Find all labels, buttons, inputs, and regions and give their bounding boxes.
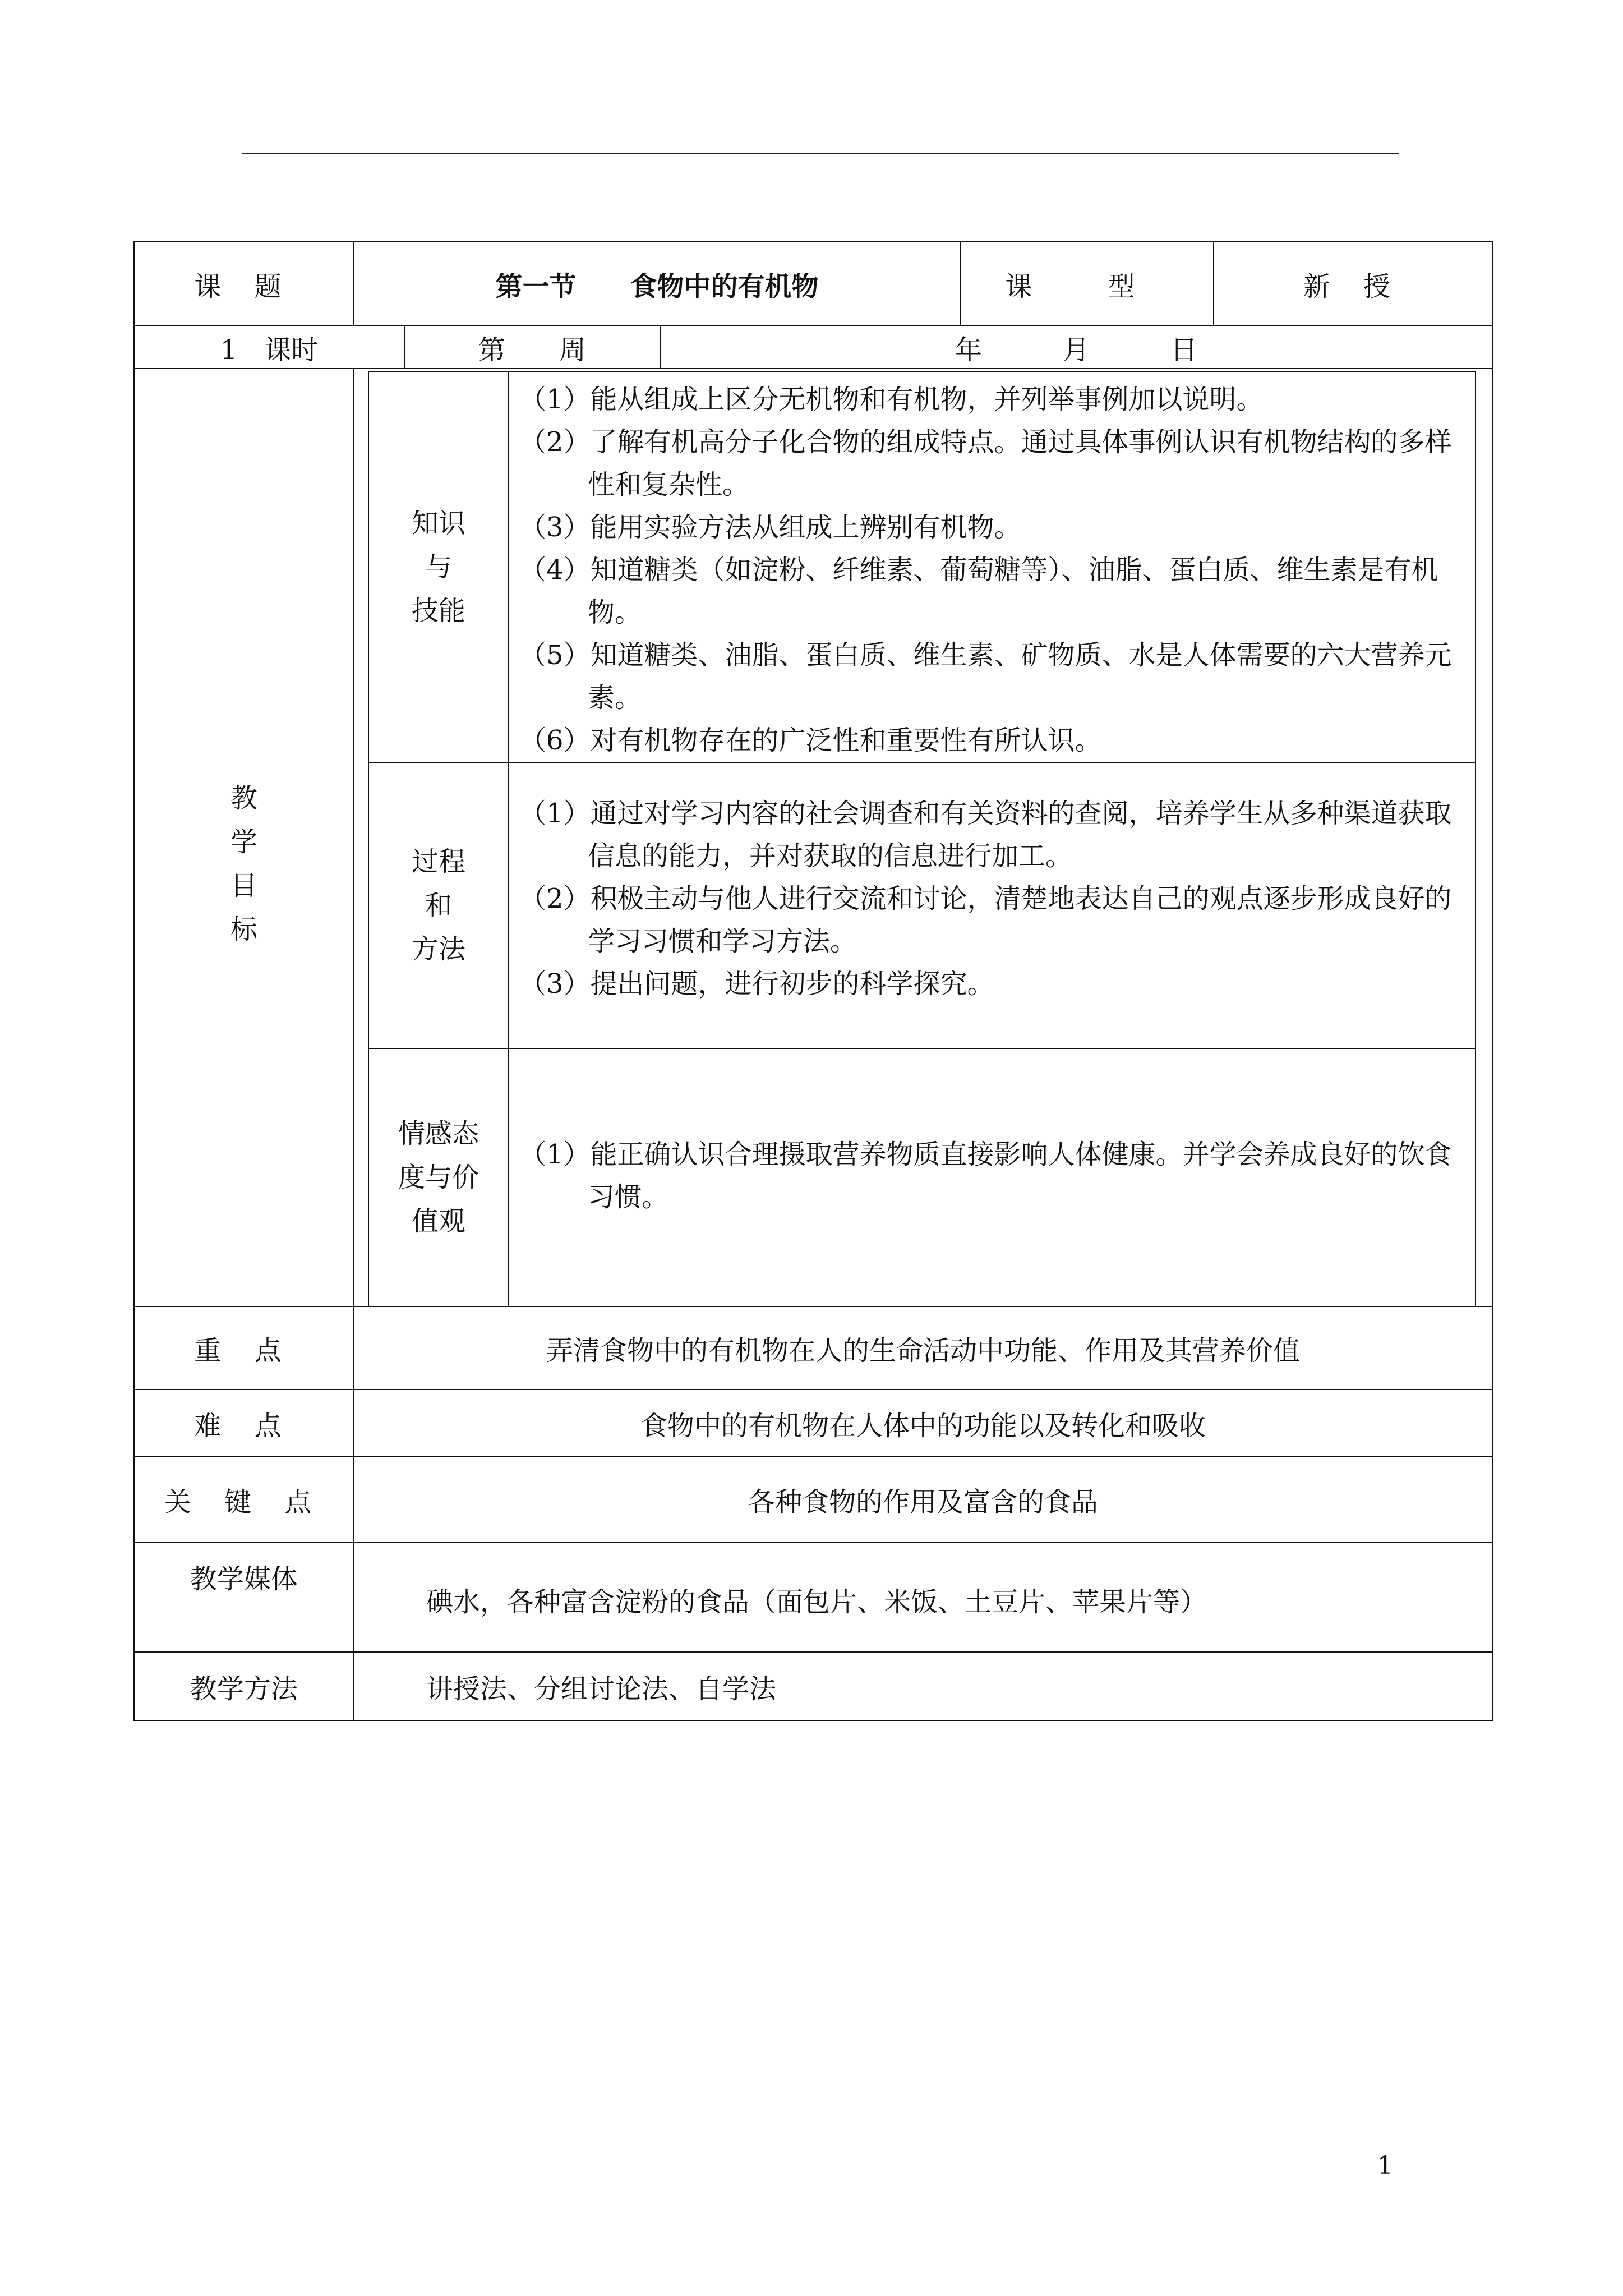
topic-label: 课 题 [194,270,294,302]
list-item: （2）了解有机高分子化合物的组成特点。通过具体事例认识有机物结构的多样性和复杂性。 [519,426,1452,500]
media-label-cell [133,1542,354,1653]
list-item: （1）通过对学习内容的社会调查和有关资料的查阅，培养学生从多种渠道获取信息的能力，并对获取的信息进行加工。 [519,798,1452,872]
header-rule [242,153,1399,154]
date-text: 年 月 日 [955,334,1197,366]
knowledge-label-cell [368,371,509,763]
process-label-cell [368,762,509,1049]
objectives-label-char: 教 [230,783,257,814]
attitude-label-cell [368,1048,509,1307]
media-value-cell [353,1542,1493,1653]
topic-value-cell [353,241,961,326]
period-text: 1 课时 [220,334,319,366]
key-point-value-cell [353,1306,1493,1390]
objectives-label-char: 学 [230,826,257,858]
list-item: （1）能从组成上区分无机物和有机物，并列举事例加以说明。 [519,384,1264,415]
key-point-label-cell [133,1306,354,1390]
list-item: （6）对有机物存在的广泛性和重要性有所认识。 [519,725,1102,756]
attitude-items-cell [508,1048,1476,1307]
week-text: 第 周 [478,334,586,366]
method-value-cell [353,1651,1493,1721]
critical-point-label: 关 键 点 [164,1486,324,1518]
list-item: （5）知道糖类、油脂、蛋白质、维生素、矿物质、水是人体需要的六大营养元素。 [519,639,1452,714]
process-list [519,792,1467,1005]
difficulty-label: 难 点 [194,1410,294,1442]
media-value: 碘水，各种富含淀粉的食品（面包片、米饭、土豆片、苹果片等） [426,1586,1207,1618]
media-label: 教学媒体 [190,1563,298,1595]
type-value-cell [1213,241,1493,326]
list-item: （4）知道糖类（如淀粉、纤维素、葡萄糖等）、油脂、蛋白质、维生素是有机物。 [519,554,1438,628]
critical-point-value-cell [353,1456,1493,1543]
objectives-label-char: 标 [230,914,257,945]
key-point-value: 弄清食物中的有机物在人的生命活动中功能、作用及其营养价值 [546,1335,1300,1366]
critical-point-value: 各种食物的作用及富含的食品 [748,1486,1098,1518]
critical-point-label-cell [133,1456,354,1543]
objectives-label [133,774,354,954]
attitude-list [519,1133,1467,1218]
knowledge-items-cell [508,371,1476,763]
objectives-label-char: 目 [230,870,257,901]
method-label: 教学方法 [190,1673,298,1705]
difficulty-value-cell [353,1389,1493,1457]
key-point-label: 重 点 [194,1335,294,1366]
method-value: 讲授法、分组讨论法、自学法 [426,1673,777,1705]
difficulty-label-cell [133,1389,354,1457]
method-label-cell [133,1651,354,1721]
knowledge-list [519,378,1467,762]
attitude-label: 情感态 度与价 值观 [398,1118,479,1237]
list-item: （3）提出问题，进行初步的科学探究。 [519,968,994,1000]
topic-label-cell [133,241,354,326]
type-label: 课 型 [1005,270,1169,302]
process-label: 过程 和 方法 [411,846,465,965]
date-cell [660,325,1493,369]
page-number: 1 [1377,2151,1393,2180]
list-item: （3）能用实验方法从组成上辨别有机物。 [519,512,1021,543]
process-items-cell [508,762,1476,1049]
difficulty-value: 食物中的有机物在人体中的功能以及转化和吸收 [640,1410,1206,1442]
lesson-title: 第一节 食物中的有机物 [495,270,819,302]
list-item: （1）能正确认识合理摄取营养物质直接影响人体健康。并学会养成良好的饮食习惯。 [519,1139,1452,1213]
knowledge-label: 知识 与 技能 [411,508,465,627]
type-value: 新 授 [1303,270,1403,302]
type-label-cell [960,241,1214,326]
period-cell [133,325,405,369]
week-cell [404,325,661,369]
list-item: （2）积极主动与他人进行交流和讨论，清楚地表达自己的观点逐步形成良好的学习习惯和学习方法。 [519,883,1452,957]
